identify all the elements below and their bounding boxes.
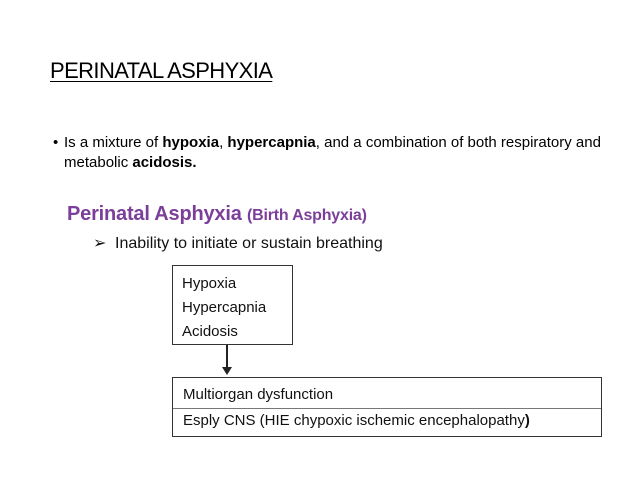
figure-bullet-text: Inability to initiate or sustain breathing [115, 235, 383, 252]
bullet-term-hypercapnia: hypercapnia [227, 134, 316, 151]
bullet-term-hypoxia: hypoxia [162, 134, 220, 151]
bullet-marker: • [53, 134, 59, 151]
effects-divider [173, 408, 601, 409]
figure-bullet [93, 233, 383, 253]
bullet-text-part3: , and a combination of both respiratory and metabolic [64, 134, 601, 171]
figure-subtitle: (Birth Asphyxia) [246, 207, 367, 224]
arrow-down-icon [222, 367, 232, 375]
bullet-text-part1: Is a mixture of [64, 134, 163, 151]
causes-item-hypercapnia: Hypercapnia [182, 299, 267, 316]
arrow-bullet-icon: ➢ [93, 235, 107, 252]
bullet-text [64, 133, 613, 173]
effects-line-multiorgan: Multiorgan dysfunction [183, 386, 334, 403]
effects-line-cns-text: Esply CNS (HIE chypoxic ischemic encephalopathy [183, 412, 525, 429]
effects-box [172, 377, 602, 437]
bullet-text-part2: , [219, 134, 228, 151]
causes-item-hypoxia: Hypoxia [182, 275, 237, 292]
causes-item-acidosis: Acidosis [182, 323, 238, 340]
bullet-term-acidosis: acidosis. [132, 154, 197, 171]
causes-box [172, 265, 293, 345]
bullet-point [53, 133, 613, 173]
effects-line-cns [183, 412, 530, 429]
figure-title-main: Perinatal Asphyxia [67, 203, 242, 225]
slide-title: PERINATAL ASPHYXIA [50, 58, 273, 83]
figure-title [67, 203, 367, 226]
effects-line-cns-paren: ) [524, 412, 530, 429]
